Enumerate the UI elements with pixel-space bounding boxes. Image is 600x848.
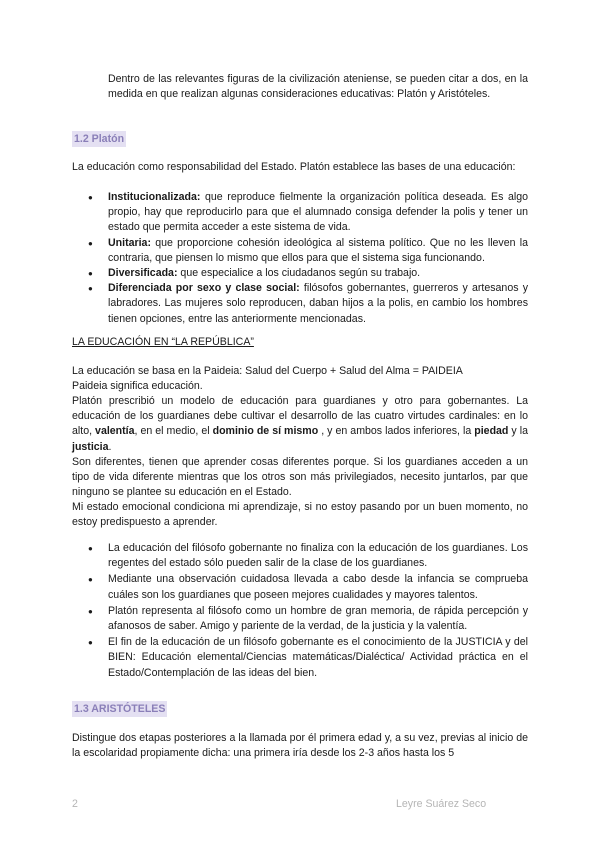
- republica-paragraph-5: Mi estado emocional condiciona mi aprendizaje, si no estoy pasando por un buen momento, no estoy predispuesto a aprender.: [72, 501, 528, 529]
- republica-heading: LA EDUCACIÓN EN “LA REPÚBLICA”: [72, 336, 254, 348]
- section-heading-aristoteles: 1.3 ARISTÓTELES: [74, 703, 166, 715]
- list-item: ● Unitaria: que proporcione cohesión ideológica al sistema político. Que no les lleven la contraria, que piensen lo mismo que ellos para que el sistema siga funcionando.: [72, 236, 528, 266]
- republica-paragraph-1: La educación se basa en la Paideia: Salud del Cuerpo + Salud del Alma = PAIDEIA: [72, 365, 463, 377]
- section-heading-platon: 1.2 Platón: [74, 133, 125, 145]
- page-number: 2: [72, 798, 78, 810]
- platon-intro: La educación como responsabilidad del Estado. Platón establece las bases de una educación:: [72, 161, 516, 173]
- philosopher-list: [72, 541, 528, 682]
- aristoteles-paragraph: Distingue dos etapas posteriores a la llamada por él primera edad y, a su vez, previas al inicio de la escolaridad propiamente dicha: una primera iría desde los 2-3 años hasta los 5: [72, 732, 528, 760]
- list-item: ● El fin de la educación de un filósofo gobernante es el conocimiento de la JUSTICIA y del BIEN: Educación elemental/Ciencias matemáticas/Dialéctica/ Actividad práctica en el Estado/Contemplación de las ideas del bien.: [72, 635, 528, 681]
- republica-paragraph-3: Platón prescribió un modelo de educación para guardianes y otro para gobernantes. La educación de los guardianes debe cultivar el desarrollo de las cuatro virtudes cardinales: en lo alto, valentía, en el medio, el dominio de sí mismo , y en ambos lados inferiores, la piedad y la justicia.: [72, 395, 528, 453]
- intro-paragraph: Dentro de las relevantes figuras de la civilización ateniense, se pueden citar a dos, en la medida en que realizan algunas consideraciones educativas: Platón y Aristóteles.: [108, 73, 528, 101]
- list-item: ● La educación del filósofo gobernante no finaliza con la educación de los guardianes. Los regentes del estado sólo pueden salir de la clase de los guardianes.: [72, 541, 528, 571]
- list-item: ● Mediante una observación cuidadosa llevada a cabo desde la infancia se comprueba cuáles son los guardianes que poseen mejores cualidades y mayores talentos.: [72, 572, 528, 602]
- list-item: ● Diferenciada por sexo y clase social: filósofos gobernantes, guerreros y artesanos y labradores. Las mujeres solo reproducen, daban hijos a la polis, en cambio los hombres tienen opciones, entre las anteriormente mencionadas.: [72, 281, 528, 327]
- features-list: [72, 190, 528, 327]
- list-item: ● Platón representa al filósofo como un hombre de gran memoria, de rápida percepción y afanosos de saber. Amigo y pariente de la verdad, de la justicia y la valentía.: [72, 604, 528, 634]
- republica-paragraph-4: Son diferentes, tienen que aprender cosas diferentes porque. Si los guardianes acceden a un tipo de vida diferente mientras que los otros son más privilegiados, necesito juntarlos, par que ninguno se plantee su educación en el Estado.: [72, 456, 528, 499]
- republica-paragraph-2: Paideia significa educación.: [72, 380, 203, 392]
- list-item: ● Diversificada: que especialice a los ciudadanos según su trabajo.: [72, 266, 528, 281]
- footer-author: Leyre Suárez Seco: [396, 798, 487, 810]
- list-item: ● Institucionalizada: que reproduce fielmente la organización política deseada. Es algo propio, hay que reproducirlo para que el alumnado consiga defender la polis y tener un estado que permita acceder a este sistema de vida.: [72, 190, 528, 236]
